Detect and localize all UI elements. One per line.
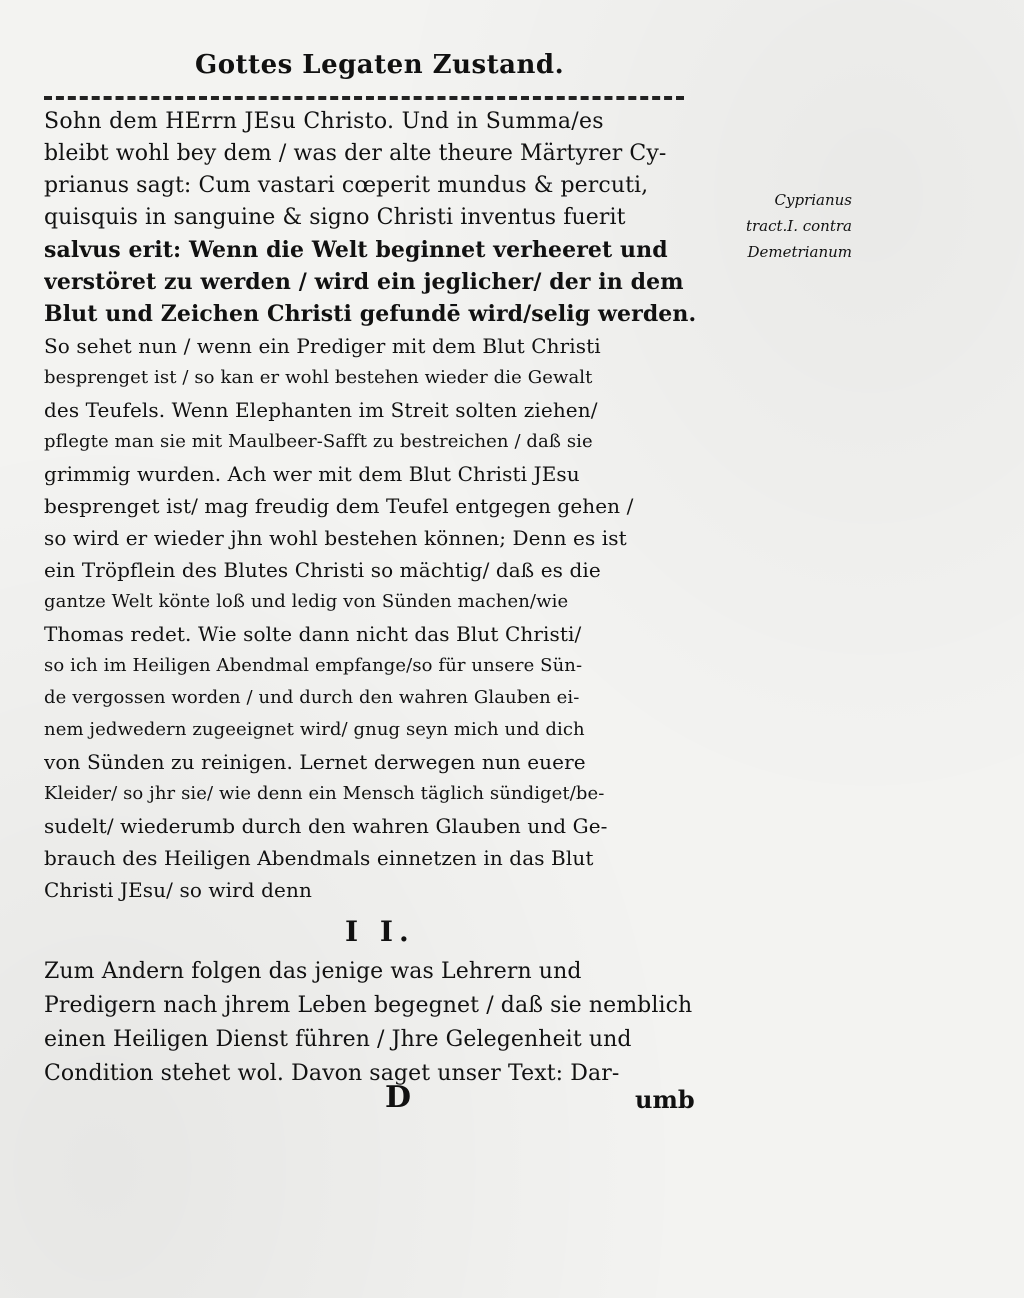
text-line: salvus erit: Wenn die Welt beginnet verheeret und — [44, 237, 668, 263]
text-line: nem jedwedern zugeeignet wird/ gnug seyn mich und dich — [44, 719, 585, 740]
main-text-block — [44, 106, 696, 906]
text-line: einen Heiligen Dienst führen / Jhre Gelegenheit und — [44, 1027, 632, 1052]
text-line: de vergossen worden / und durch den wahren Glauben ei- — [44, 687, 580, 708]
text-line: pflegte man sie mit Maulbeer-Safft zu bestreichen / daß sie — [44, 431, 593, 452]
text-line: gantze Welt könte loß und ledig von Sünden machen/wie — [44, 591, 569, 612]
text-line: Blut und Zeichen Christi gefundē wird/selig werden. — [44, 301, 696, 327]
text-line: Sohn dem HErrn JEsu Christo. Und in Summa/es — [44, 109, 604, 134]
text-line: ein Tröpflein des Blutes Christi so mächtig/ daß es die — [44, 558, 601, 582]
signature-mark: D — [385, 1080, 412, 1115]
text-line: so wird er wieder jhn wohl bestehen können; Denn es ist — [44, 526, 627, 550]
text-line: sudelt/ wiederumb durch den wahren Glauben und Ge- — [44, 814, 608, 838]
margin-note — [702, 187, 852, 265]
section-heading: I I. — [345, 915, 415, 948]
text-line: grimmig wurden. Ach wer mit dem Blut Christi JEsu — [44, 462, 580, 486]
text-line: Christi JEsu/ so wird denn — [44, 878, 312, 902]
text-line: besprenget ist / so kan er wohl bestehen wieder die Gewalt — [44, 367, 593, 388]
text-line: brauch des Heiligen Abendmals einnetzen in das Blut — [44, 846, 594, 870]
running-title: Gottes Legaten Zustand. — [195, 50, 565, 80]
text-line: So sehet nun / wenn ein Prediger mit dem Blut Christi — [44, 334, 601, 358]
text-line: besprenget ist/ mag freudig dem Teufel entgegen gehen / — [44, 494, 634, 518]
text-line: bleibt wohl bey dem / was der alte theure Märtyrer Cy- — [44, 141, 667, 166]
text-line: Zum Andern folgen das jenige was Lehrern und — [44, 959, 582, 984]
text-line: Thomas redet. Wie solte dann nicht das Blut Christi/ — [44, 622, 582, 646]
text-line: Kleider/ so jhr sie/ wie denn ein Mensch täglich sündiget/be- — [44, 783, 605, 804]
text-line: von Sünden zu reinigen. Lernet derwegen nun euere — [44, 750, 586, 774]
catchword: umb — [635, 1085, 695, 1114]
text-line: des Teufels. Wenn Elephanten im Streit solten ziehen/ — [44, 398, 598, 422]
text-line: quisquis in sanguine & signo Christi inventus fuerit — [44, 205, 626, 230]
text-line: prianus sagt: Cum vastari cœperit mundus & percuti, — [44, 173, 649, 198]
text-line: so ich im Heiligen Abendmal empfange/so für unsere Sün- — [44, 655, 583, 676]
margin-note-line: tract.I. contra — [745, 217, 852, 235]
margin-note-line: Cyprianus — [774, 191, 852, 209]
text-line: Predigern nach jhrem Leben begegnet / daß sie nemblich — [44, 993, 693, 1018]
margin-note-line: Demetrianum — [747, 243, 852, 261]
text-line: verstöret zu werden / wird ein jeglicher/ der in dem — [44, 269, 684, 295]
header-rule — [44, 96, 684, 100]
text-line: Condition stehet wol. Davon saget unser Text: Dar- — [44, 1061, 620, 1086]
second-text-block — [44, 955, 704, 1091]
